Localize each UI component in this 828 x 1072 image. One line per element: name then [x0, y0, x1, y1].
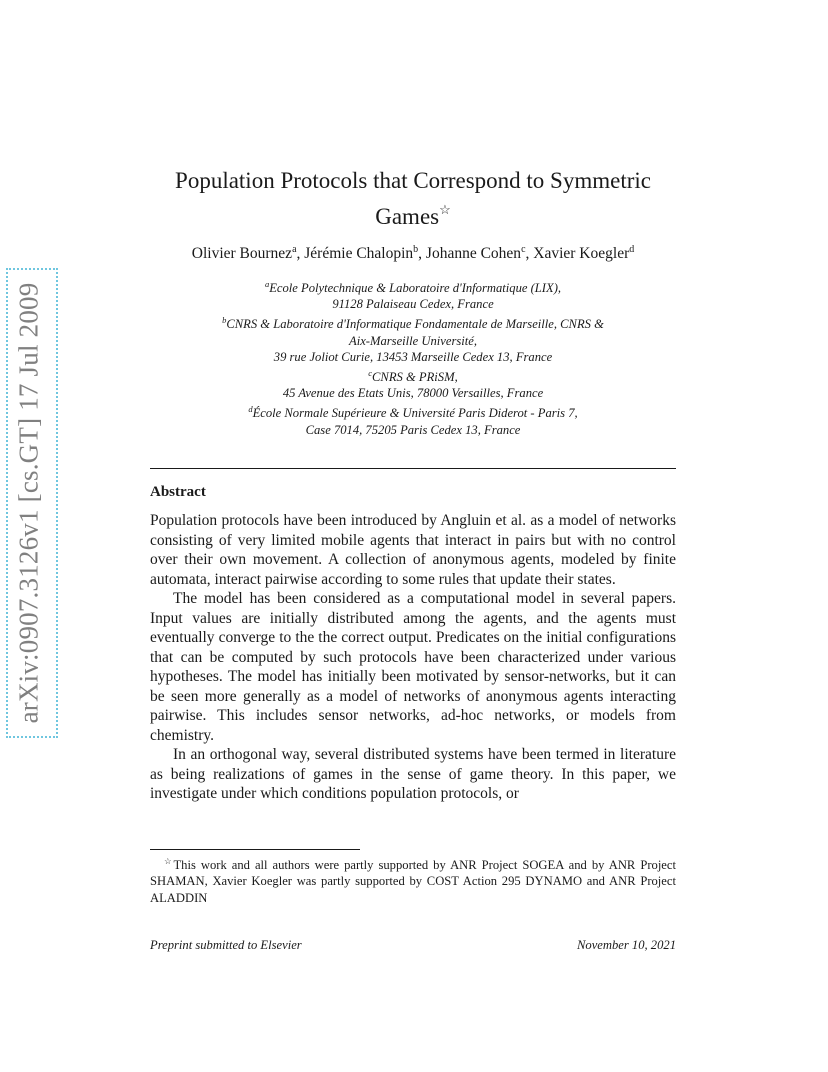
- affiliation-b: $^b$CNRS & Laboratoire d'Informatique Fondamentale de Marseille, CNRS &: [222, 315, 604, 332]
- affiliation-c: $^c$CNRS & PRiSM,: [368, 368, 458, 385]
- abstract-paragraph-1: Population protocols have been introduced by Angluin et al. as a model of networks consisting of very limited mobile agents that interact in pairs but with no control over their own movement. A collection of anonymous agents, modeled by finite automata, interact pairwise according to some rules that update their states.: [150, 512, 676, 588]
- abstract-paragraph-3: In an orthogonal way, several distributed systems have been termed in literature as being realizations of games in the sense of game theory. In this paper, we investigate under which conditions population protocols, or: [150, 746, 676, 802]
- arxiv-stamp: arXiv:0907.3126v1 [cs.GT] 17 Jul 2009: [13, 282, 44, 724]
- author-affil-mark: c: [521, 244, 526, 255]
- affiliations: [150, 276, 676, 438]
- author-3: Johanne Cohen$^c$,: [425, 244, 534, 262]
- affiliation-a: $^a$Ecole Polytechnique & Laboratoire d'Informatique (LIX),: [264, 279, 562, 295]
- author-affil-mark: d: [629, 244, 635, 255]
- title-star-icon: ☆: [439, 202, 451, 217]
- abstract-heading: Abstract: [150, 484, 206, 500]
- author-name: Olivier Bournez: [191, 245, 293, 262]
- affiliation-d: $^d$École Normale Supérieure & Université Paris Diderot - Paris 7,: [248, 404, 578, 421]
- affiliation-c-address: 45 Avenue des Etats Unis, 78000 Versailles, France: [282, 386, 544, 401]
- author-affil-mark: b: [413, 244, 419, 255]
- affiliation-b-address: 39 rue Joliot Curie, 13453 Marseille Cedex 13, France: [273, 349, 553, 364]
- author-affil-mark: a: [292, 244, 297, 255]
- affiliation-d-address: Case 7014, 75205 Paris Cedex 13, France: [305, 422, 521, 437]
- author-name: Johanne Cohen: [425, 245, 522, 262]
- author-4: [533, 245, 634, 262]
- preprint-note: Preprint submitted to Elsevier: [150, 938, 302, 952]
- author-list: [130, 244, 696, 263]
- author-1: Olivier Bournez$^a$,: [191, 244, 305, 262]
- author-2: Jérémie Chalopin$^b$,: [304, 244, 426, 262]
- affiliation-a-address: 91128 Palaiseau Cedex, France: [332, 297, 494, 312]
- author-name: Jérémie Chalopin: [304, 245, 414, 262]
- preprint-date: November 10, 2021: [577, 938, 676, 952]
- abstract-paragraph-2: The model has been considered as a computational model in several papers. Input values are initially distributed among the agents, and the agents must eventually converge to the the correct output. Predicates on the initial configurations that can be computed by such protocols have been characterized under various hypotheses. The model has initially been motivated by sensor-networks, but it can be seen more generally as a model of networks of anonymous agents interacting pairwise. This includes sensor networks, ad-hoc networks, or models from chemistry.: [150, 590, 676, 744]
- header-rule: [150, 468, 676, 469]
- paper-title-text: Population Protocols that Correspond to Symmetric Games: [175, 168, 651, 229]
- author-name: Xavier Koegler: [533, 245, 630, 262]
- abstract-body: [150, 511, 676, 804]
- footnote-text: This work and all authors were partly supported by ANR Project SOGEA and by ANR Project SHAMAN, Xavier Koegler was partly supported by COST Action 295 DYNAMO and ANR Project ALADDIN: [150, 858, 676, 905]
- affiliation-b-university: Aix-Marseille Université,: [349, 333, 477, 348]
- footnote-star-icon: ☆: [164, 856, 174, 866]
- paper-title: [150, 166, 676, 231]
- footnote: [150, 853, 676, 906]
- footnote-rule: [150, 849, 360, 850]
